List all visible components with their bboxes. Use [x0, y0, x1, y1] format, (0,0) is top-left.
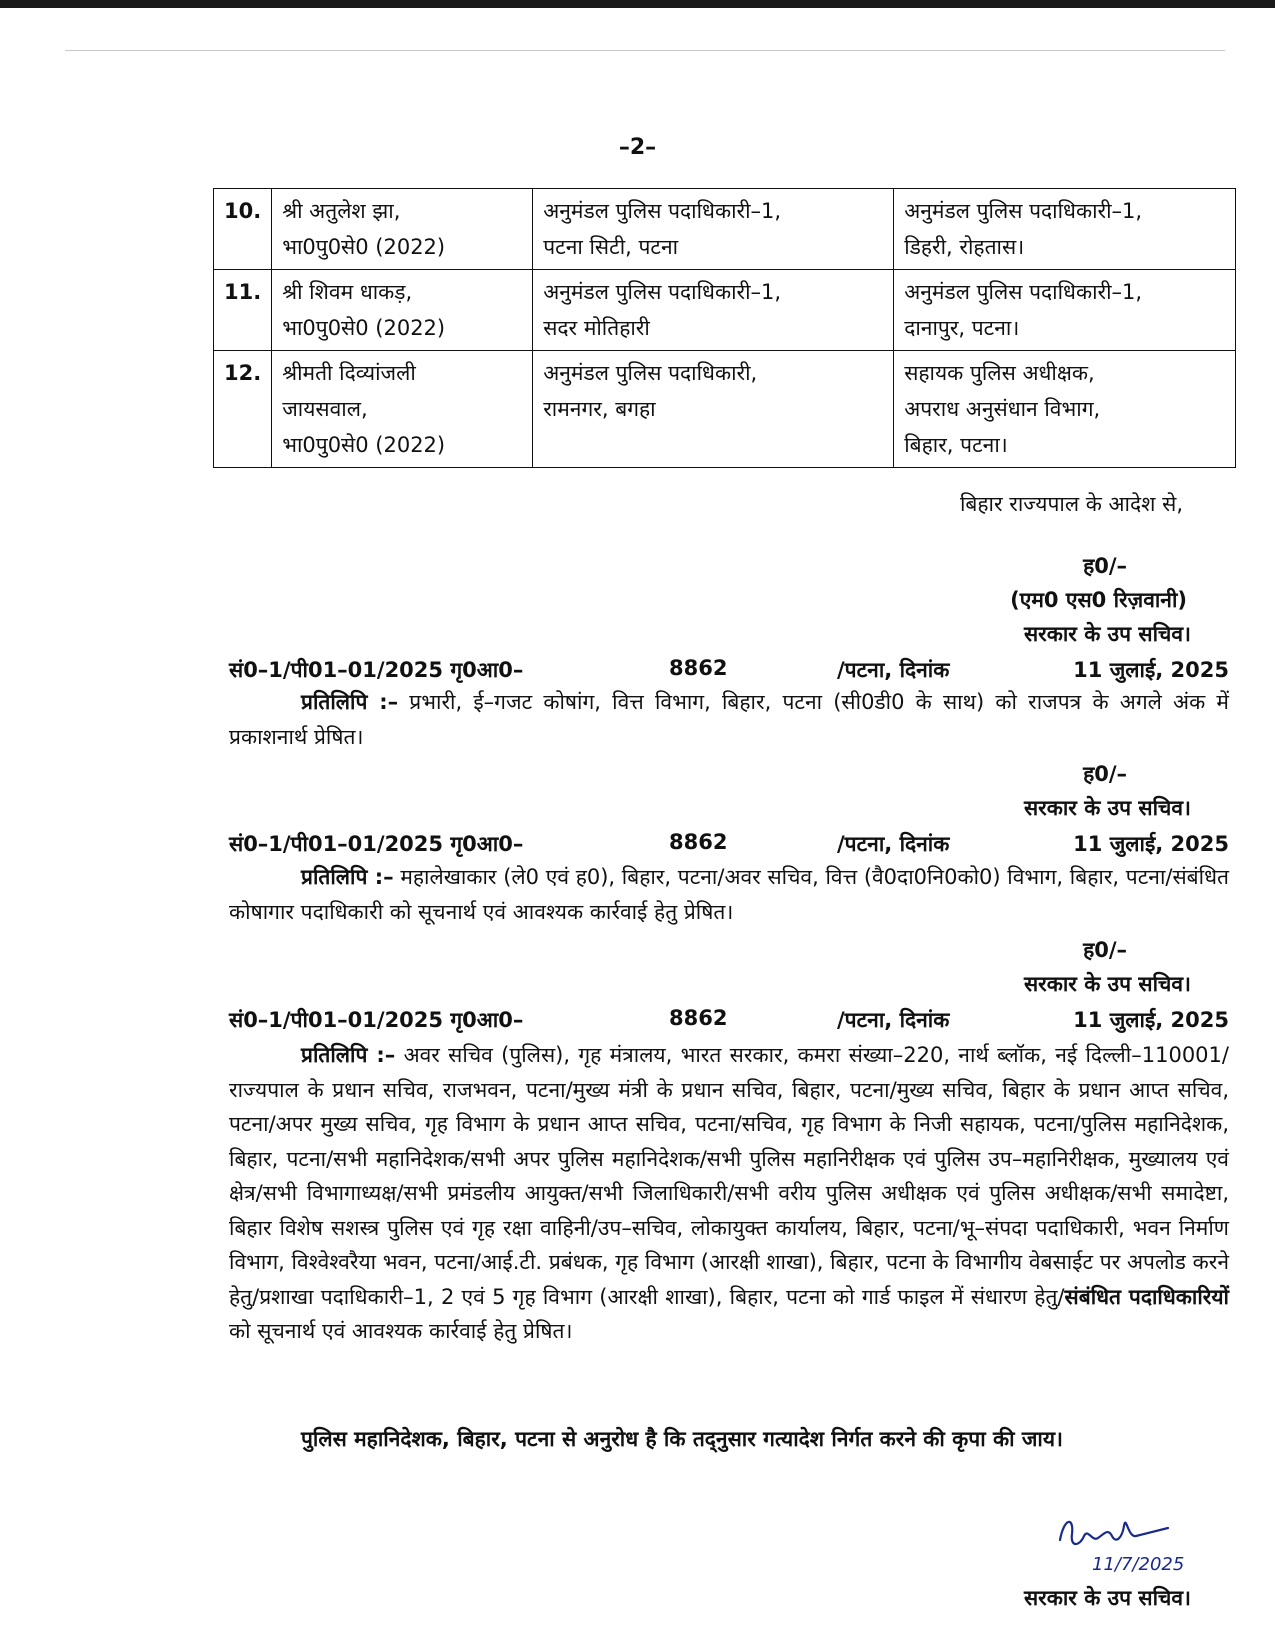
- handwritten-signature: [1050, 1498, 1190, 1578]
- table-row: [214, 270, 1236, 351]
- officer-designation: सरकार के उप सचिव।: [1023, 622, 1191, 646]
- officer-designation: सरकार के उप सचिव।: [1023, 972, 1191, 996]
- copy-paragraph: प्रतिलिपि :– प्रभारी, ई–गजट कोषांग, वित्त विभाग, बिहार, पटना (सी0डी0 के साथ) को राजपत्र के अगले अंक में प्रकाशनार्थ प्रेषित।: [229, 690, 1229, 749]
- signed-mark: ह0/–: [1083, 762, 1127, 786]
- officer-name-cell: श्री शिवम धाकड़, भा0पु0से0 (2022): [272, 270, 533, 351]
- officer-name: (एम0 एस0 रिज़वानी): [1010, 588, 1187, 612]
- top-rule: [65, 50, 1225, 51]
- new-posting-cell: अनुमंडल पुलिस पदाधिकारी–1, डिहरी, रोहतास।: [894, 189, 1236, 270]
- officer-name-cell: श्रीमती दिव्यांजली जायसवाल, भा0पु0से0 (2022): [272, 351, 533, 468]
- reference-line: सं0–1/पी01–01/2025 गृ0आ0– 8862 /पटना, दिनांक 11 जुलाई, 2025: [229, 656, 1229, 682]
- new-posting-cell: सहायक पुलिस अधीक्षक, अपराध अनुसंधान विभाग, बिहार, पटना।: [894, 351, 1236, 468]
- serial-number: 12.: [214, 351, 272, 468]
- reference-line: सं0–1/पी01–01/2025 गृ0आ0– 8862 /पटना, दिनांक 11 जुलाई, 2025: [229, 830, 1229, 856]
- copy-paragraph: प्रतिलिपि :– महालेखाकार (ले0 एवं ह0), बिहार, पटना/अवर सचिव, वित्त (वै0दा0नि0को0) विभाग, बिहार, पटना/संबंधित कोषागार पदाधिकारी को सूचनार्थ एवं आवश्यक कार्रवाई हेतु प्रेषित।: [229, 865, 1229, 924]
- order-line: बिहार राज्यपाल के आदेश से,: [959, 492, 1183, 516]
- current-posting-cell: अनुमंडल पुलिस पदाधिकारी–1, पटना सिटी, पटना: [533, 189, 894, 270]
- transfer-table: [213, 188, 1236, 468]
- serial-number: 11.: [214, 270, 272, 351]
- current-posting-cell: अनुमंडल पुलिस पदाधिकारी–1, सदर मोतिहारी: [533, 270, 894, 351]
- officer-name-cell: श्री अतुलेश झा, भा0पु0से0 (2022): [272, 189, 533, 270]
- table-row: [214, 351, 1236, 468]
- svg-text:11/7/2025: 11/7/2025: [1092, 1554, 1185, 1575]
- signed-mark: ह0/–: [1083, 938, 1127, 962]
- officer-designation: सरकार के उप सचिव।: [1023, 1586, 1191, 1610]
- copy-paragraph: प्रतिलिपि :– अवर सचिव (पुलिस), गृह मंत्रालय, भारत सरकार, कमरा संख्या–220, नार्थ ब्लॉक, नई दिल्ली–110001/राज्यपाल के प्रधान सचिव, राजभवन, पटना/मुख्य मंत्री के प्रधान सचिव, बिहार, पटना/मुख्य सचिव, बिहार के प्रधान आप्त सचिव, पटना/अपर मुख्य सचिव, गृह विभाग के प्रधान आप्त सचिव, पटना/सचिव, गृह विभाग के निजी सहायक, पटना/पुलिस महानिदेशक, बिहार, पटना/सभी महानिदेशक/सभी अपर पुलिस महानिदेशक/सभी पुलिस महानिरीक्षक एवं पुलिस उप–महानिरीक्षक, मुख्यालय एवं क्षेत्र/सभी विभागाध्यक्ष/सभी प्रमंडलीय आयुक्त/सभी जिलाधिकारी/सभी वरीय पुलिस अधीक्षक एवं पुलिस अधीक्षक/सभी समादेष्टा, बिहार विशेष सशस्त्र पुलिस एवं गृह रक्षा वाहिनी/उप–सचिव, लोकायुक्त कार्यालय, बिहार, पटना/भू–संपदा पदाधिकारी, भवन निर्माण विभाग, विश्वेश्वरैया भवन, पटना/आई.टी. प्रबंधक, गृह विभाग (आरक्षी शाखा), बिहार, पटना के विभागीय वेबसाईट पर अपलोड करने हेतु/प्रशाखा पदाधिकारी–1, 2 एवं 5 गृह विभाग (आरक्षी शाखा), बिहार, पटना को गार्ड फाइल में संधारण हेतु/संबंधित पदाधिकारियों को सूचनार्थ एवं आवश्यक कार्रवाई हेतु प्रेषित।: [229, 1043, 1229, 1343]
- serial-number: 10.: [214, 189, 272, 270]
- new-posting-cell: अनुमंडल पुलिस पदाधिकारी–1, दानापुर, पटना।: [894, 270, 1236, 351]
- scan-top-border: [0, 0, 1275, 8]
- request-paragraph: पुलिस महानिदेशक, बिहार, पटना से अनुरोध है कि तद्नुसार गत्यादेश निर्गत करने की कृपा की जाय।: [301, 1427, 1064, 1451]
- officer-designation: सरकार के उप सचिव।: [1023, 796, 1191, 820]
- page-number: –2–: [618, 135, 657, 160]
- signed-mark: ह0/–: [1083, 554, 1127, 578]
- table-row: [214, 189, 1236, 270]
- current-posting-cell: अनुमंडल पुलिस पदाधिकारी, रामनगर, बगहा: [533, 351, 894, 468]
- reference-line: सं0–1/पी01–01/2025 गृ0आ0– 8862 /पटना, दिनांक 11 जुलाई, 2025: [229, 1006, 1229, 1032]
